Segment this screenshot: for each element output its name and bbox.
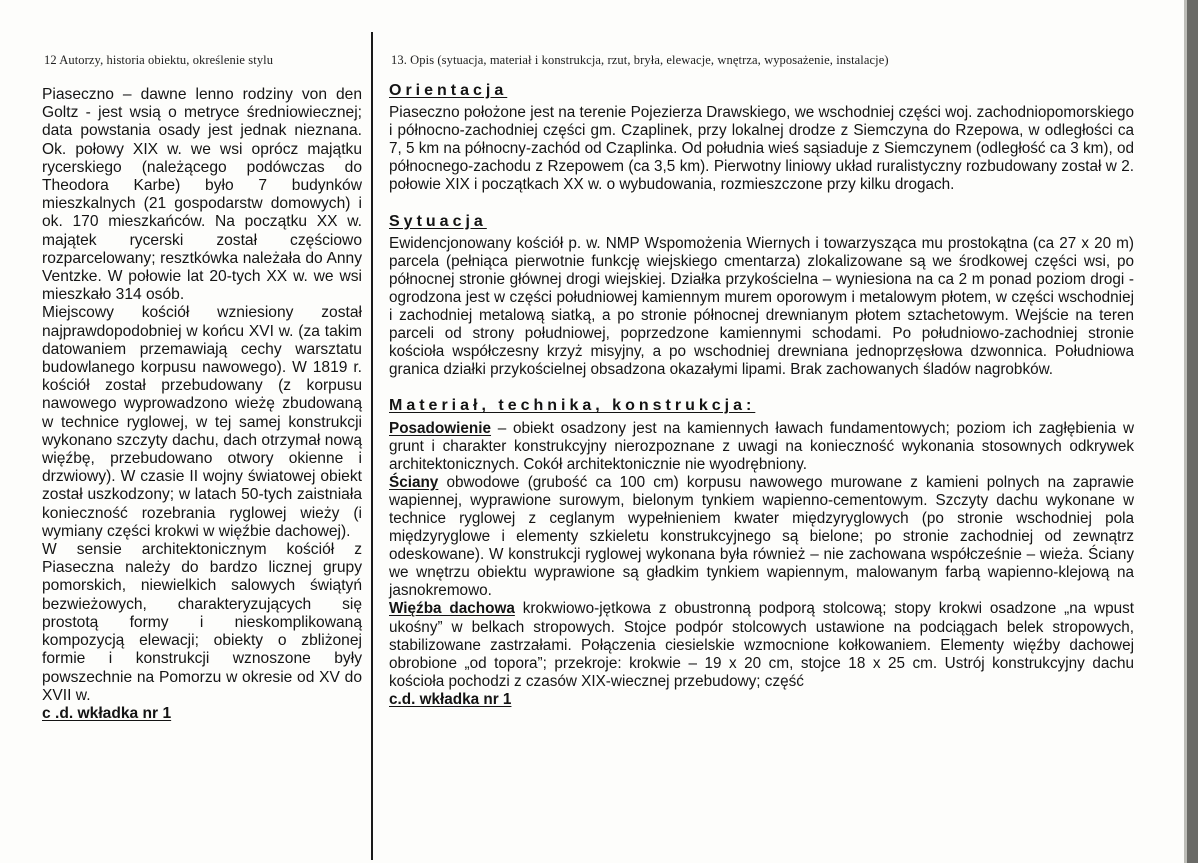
term-wiezba: Więźba dachowa <box>389 600 515 618</box>
orientacja-text: Piaseczno położone jest na terenie Pojezierza Drawskiego, we wschodniej części woj. zachodniopomorskiego i północno-zachodniej części gm. Czaplinek, przy lokalnej drodze z Siemczyna do Rzepowa, w odległości ca 7, 5 km na północny-zachód od Czaplinka. Od południa wieś sąsiaduje z Siemczynem (odległość ca 3 km), od północnego-zachodu z Rzepowem (ca 3,5 km). Pierwotny liniowy układ ruralistyczny rozbudowany został w 2. połowie XIX i początkach XX w. o wybudowania, rozmieszczone przy kilku drogach. <box>389 104 1134 194</box>
sciany-paragraph <box>389 474 1134 601</box>
section-title-sytuacja: Sytuacja <box>389 212 487 230</box>
history-paragraph: Piaseczno – dawne lenno rodziny von den Goltz - jest wsią o metryce średniowiecznej; data powstania osady jest jednak nieznana. Ok. połowy XIX w. we wsi oprócz majątku rycerskiego (należącego podówczas do Theodora Karbe) było 7 budynków mieszkalnych (21 gospodarstw domowych) i ok. 170 mieszkańców. Na początku XX w. majątek rycerski został częściowo rozparcelowany; resztkówka należała do Anny Ventzke. W połowie lat 20-tych XX w. we wsi mieszkało 314 osób. <box>42 86 362 304</box>
description-column <box>389 82 1134 709</box>
history-column <box>42 86 362 723</box>
wiezba-paragraph <box>389 600 1134 690</box>
column-divider <box>371 32 373 860</box>
page-edge <box>1187 0 1198 863</box>
section-title-material: Materiał, technika, konstrukcja: <box>389 397 756 415</box>
section-title-orientacja: Orientacja <box>389 82 508 99</box>
term-posadowienie: Posadowienie <box>389 419 492 437</box>
left-column-header: 12 Autorzy, historia obiektu, określenie stylu <box>44 53 274 67</box>
posadowienie-text: – obiekt osadzony jest na kamiennych ławach fundamentowych; poziom ich zagłębienia w grunt i charakter konstrukcyjny nierozpoznane z uwagi na konieczność wykonania stosownych odkrywek architektonicznych. Cokół architektonicznie nie wyodrębniony. <box>389 419 1134 473</box>
sytuacja-text: Ewidencjonowany kościół p. w. NMP Wspomożenia Wiernych i towarzysząca mu prostokątna (ca 27 x 20 m) parcela (pełniąca pierwotnie funkcję wiejskiego cmentarza) zlokalizowane są we środkowej części wsi, po północnej stronie głównej drogi wiejskiej. Działka przykościelna – wyniesiona na ca 2 m ponad poziom drogi - ogrodzona jest w części południowej kamiennym murem oporowym i metalowym płotem, w części wschodniej i zachodniej metalową siatką, a po stronie północnej drewnianym płotem sztachetowym. Wejście na teren parceli od strony południowej, poprzedzone kamiennymi schodami. Po południowo-zachodniej stronie kościoła współczesny krzyż misyjny, a po wschodniej drewniana jednoprzęsłowa dzwonnica. Południowa granica działki przykościelnej obsadzona okazałymi lipami. Brak zachowanych śladów nagrobków. <box>389 234 1134 379</box>
continuation-note-right: c.d. wkładka nr 1 <box>389 690 512 708</box>
term-sciany: Ściany <box>389 473 439 491</box>
wiezba-text: krokwiowo-jętkowa z obustronną podporą stolcową; stopy krokwi osadzone „na wpust ukośny” w belkach stropowych. Stojce podpór stolcowych ustawione na podciągach belek stropowych, stabilizowane zastrzałami. Połączenia ciesielskie wzmocnione kołkowaniem. Elementy więźby dachowej obrobione „od topora”; przekroje: krokwie – 19 x 20 cm, stojce 18 x 25 cm. Ustrój konstrukcyjny dachu kościoła pochodzi z czasów XIX-wiecznej przebudowy; część <box>389 600 1135 690</box>
sciany-text: obwodowe (grubość ca 100 cm) korpusu nawowego murowane z kamieni polnych na zaprawie wapiennej, wyprawione surowym, bielonym tynkiem wapienno-cementowym. Szczyty dachu wykonane w technice ryglowej z ceglanym wypełnieniem kwater międzyryglowych (po stronie wschodniej pola międzyryglowe i elementy szkieletu konstrukcyjnego są bielone; po stronie zachodniej od zewnątrz odeskowane). W konstrukcji ryglowej wykonana była również – nie zachowana współcześnie – wieża. Ściany we wnętrzu obiektu wyprawione są gładkim tynkiem wapiennym, malowanym farbą wapienno-klejową na jasnokremowo. <box>389 473 1134 600</box>
posadowienie-paragraph <box>389 420 1134 474</box>
right-column-header: 13. Opis (sytuacja, materiał i konstrukcja, rzut, bryła, elewacje, wnętrza, wyposażenie, instalacje) <box>391 53 889 67</box>
history-paragraph: Miejscowy kościół wzniesiony został najprawdopodobniej w końcu XVI w. (za takim datowaniem przemawiają cechy warsztatu budowlanego korpusu nawowego). W 1819 r. kościół został przebudowany (z korpusu nawowego wyprowadzono wieżę zbudowaną w technice ryglowej, w tej samej konstrukcji wykonano szczyty dachu, dach otrzymał nową więźbę, przebudowano otwory okienne i drzwiowy). W czasie II wojny światowej obiekt został uszkodzony; w latach 50-tych zaistniała konieczność rozebrania ryglowej wieży (i wymiany części krokwi w więźbie dachowej). <box>42 304 362 540</box>
history-paragraph: W sensie architektonicznym kościół z Piaseczna należy do bardzo licznej grupy pomorskich, niewielkich salowych świątyń bezwieżowych, charakteryzujących się prostotą formy i nieskomplikowaną kompozycją elewacji; obiekty o zbliżonej formie i konstrukcji wznoszone były powszechnie na Pomorzu w okresie od XV do XVII w. <box>42 541 362 704</box>
continuation-note: c .d. wkładka nr 1 <box>42 704 172 722</box>
